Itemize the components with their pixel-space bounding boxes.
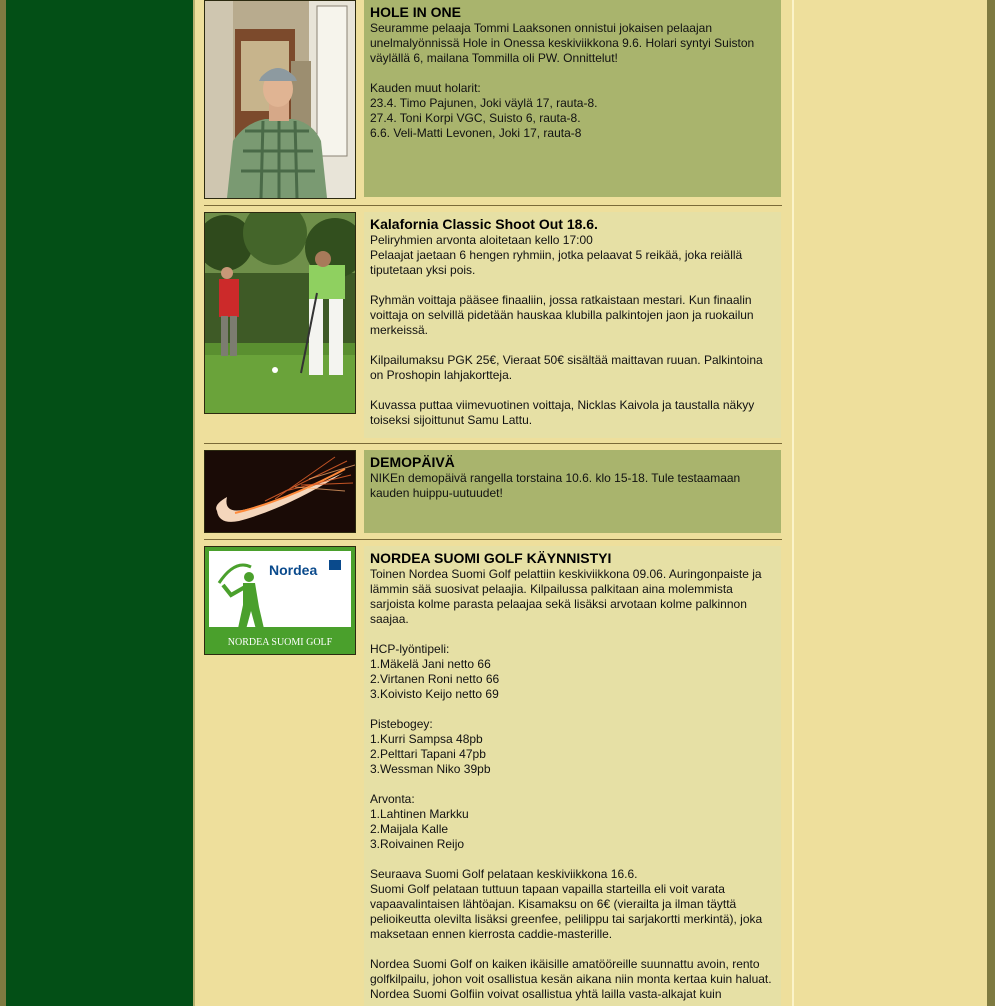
- nordea-logo-caption: NORDEA SUOMI GOLF: [227, 637, 333, 648]
- news-item-title: DEMOPÄIVÄ: [370, 454, 455, 470]
- news-item-hole-in-one: [204, 0, 782, 199]
- nike-swoosh-image: [205, 451, 355, 532]
- page-edge: [987, 0, 995, 1006]
- golfer-portrait-image: [205, 1, 355, 198]
- news-item-textbox: [364, 450, 781, 533]
- putting-green-image: [205, 213, 355, 413]
- nordea-suomi-golf-logo: [205, 547, 355, 654]
- nordea-logo-wordmark: Nordea: [269, 562, 318, 578]
- news-item-textbox: [364, 546, 781, 1006]
- news-item-kalafornia-classic: [204, 212, 782, 438]
- photo-nordea-logo-thumbnail[interactable]: [204, 546, 356, 655]
- news-item-body: Seuramme pelaaja Tommi Laaksonen onnistui jokaisen pelaajan unelmalyönnissä Hole in Onessa keskiviikkona 9.6. Holari syntyi Suiston väylällä 6, mailana Tommilla oli PW. Onnittelut! Kauden muut holarit: 23.4. Timo Pajunen, Joki väylä 17, rauta-8. 27.4. Toni Korpi VGC, Suisto 6, rauta-8. 6.6. Veli-Matti Levonen, Joki 17, rauta-8: [370, 21, 755, 140]
- news-item-demopaiva: [204, 450, 782, 533]
- news-item-textbox: [364, 0, 781, 197]
- news-item-body: Peliryhmien arvonta aloitetaan kello 17:00 Pelaajat jaetaan 6 hengen ryhmiin, jotka pelaavat 5 reikää, joka reiällä tiputetaan yksi pois. Ryhmän voittaja pääsee finaaliin, jossa ratkaistaan mestari. Kun finaalin voittaja on selvillä pidetään hauskaa klubilla palkintojen jaon ja ruokailun merkeissä. Kilpailumaksu PGK 25€, Vieraat 50€ sisältää maittavan ruuan. Palkintoina on Proshopin lahjakortteja. Kuvassa puttaa viimevuotinen voittaja, Nicklas Kaivola ja taustalla näkyy toiseksi sijoittunut Samu Lattu.: [370, 233, 763, 427]
- left-sidebar: [6, 0, 193, 1006]
- news-item-title: NORDEA SUOMI GOLF KÄYNNISTYI: [370, 550, 612, 566]
- right-sidebar: [794, 0, 987, 1006]
- news-item-body: Toinen Nordea Suomi Golf pelattiin keskiviikkona 09.06. Auringonpaiste ja lämmin sää suosivat pelaajia. Kilpailussa palkitaan aina molemmista sarjoista kolme parasta pelaajaa sekä lisäksi arvotaan kolme palkinnon saajaa. HCP-lyöntipeli: 1.Mäkelä Jani netto 66 2.Virtanen Roni netto 66 3.Koivisto Keijo netto 69 Pistebogey: 1.Kurri Sampsa 48pb 2.Pelttari Tapani 47pb 3.Wessman Niko 39pb Arvonta: 1.Lahtinen Markku 2.Maijala Kalle 3.Roivainen Reijo Seuraava Suomi Golf pelataan keskiviikkona 16.6. Suomi Golf pelataan tuttuun tapaan vapailla starteilla eli voit varata vapaavalintaisen lähtöajan. Kisamaksu on 6€ (vierailta ja ilman täyttä pelioikeutta olevilta lisäksi greenfee, pelilippu tai sarjakortti merkintä), joka maksetaan ennen kierrosta caddie-masterille. Nordea Suomi Golf on kaiken ikäisille amatööreille suunnattu avoin, rento golfkilpailu, johon voit osallistua kesän aikana niin monta kertaa kuin haluat. Nordea Suomi Golfiin voivat osallistua yhtä lailla vasta-alkajat kuin: [370, 567, 772, 1001]
- news-item-body: NIKEn demopäivä rangella torstaina 10.6. klo 15-18. Tule testaamaan kauden huippu-uutuudet!: [370, 471, 741, 500]
- news-item-title: Kalafornia Classic Shoot Out 18.6.: [370, 216, 598, 232]
- photo-putting-green-thumbnail[interactable]: [204, 212, 356, 414]
- news-item-title: HOLE IN ONE: [370, 4, 462, 20]
- news-column: [195, 0, 792, 1006]
- news-item-nordea-suomi-golf: [204, 546, 782, 1006]
- news-divider: [204, 443, 782, 444]
- news-item-textbox: [364, 212, 781, 438]
- news-divider: [204, 539, 782, 540]
- news-divider: [204, 205, 782, 206]
- photo-golfer-thumbnail[interactable]: [204, 0, 356, 199]
- photo-nike-swoosh-thumbnail[interactable]: [204, 450, 356, 533]
